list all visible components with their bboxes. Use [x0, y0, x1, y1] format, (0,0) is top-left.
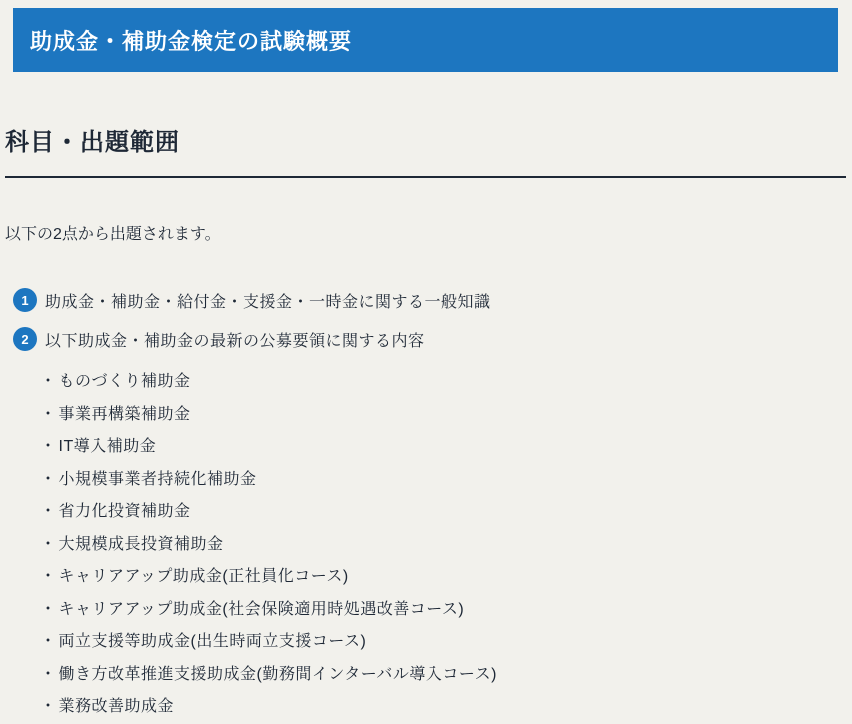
bullet-item: [40, 659, 852, 692]
numbered-item-text: 以下助成金・補助金の最新の公募要領に関する内容: [45, 332, 425, 350]
bullet-marker: ・: [40, 665, 57, 683]
bullet-item: [40, 594, 852, 627]
intro-text: 以下の2点から出題されます。: [5, 226, 221, 243]
numbered-item: [13, 288, 852, 312]
bullet-item-text: キャリアアップ助成金(正社員化コース): [58, 568, 349, 585]
numbered-list: [0, 288, 852, 351]
numbered-item: [13, 327, 852, 351]
bullet-item-text: キャリアアップ助成金(社会保険適用時処遇改善コース): [58, 600, 465, 618]
bullet-item-text: 省力化投資補助金: [58, 503, 191, 520]
section-divider: [5, 176, 846, 178]
bullet-item-text: 両立支援等助成金(出生時両立支援コース): [58, 633, 367, 650]
bullet-item: [40, 691, 852, 724]
page-title: 助成金・補助金検定の試験概要: [30, 28, 353, 54]
bullet-marker: ・: [40, 470, 57, 488]
bullet-marker: ・: [40, 503, 57, 520]
title-bar: [13, 8, 838, 72]
bullet-item-text: 業務改善助成金: [58, 698, 175, 715]
bullet-item: [40, 366, 852, 399]
bullet-marker: ・: [40, 600, 57, 618]
bullet-marker: ・: [40, 438, 57, 455]
bullet-item: [40, 561, 852, 594]
bullet-item: [40, 464, 852, 497]
bullet-item-text: 小規模事業者持続化補助金: [58, 470, 257, 488]
bullet-marker: ・: [40, 405, 57, 423]
bullet-marker: ・: [40, 535, 57, 553]
item-number-badge: 1: [13, 288, 37, 312]
section-heading: 科目・出題範囲: [5, 129, 180, 156]
bullet-item-text: 大規模成長投資補助金: [58, 535, 224, 553]
bullet-item: [40, 626, 852, 659]
bullet-marker: ・: [40, 373, 57, 390]
bullet-item-text: 事業再構築補助金: [58, 405, 191, 423]
bullet-item: [40, 529, 852, 562]
item-number-badge: 2: [13, 327, 37, 351]
bullet-marker: ・: [40, 633, 57, 650]
bullet-list: [0, 366, 852, 724]
bullet-item: [40, 431, 852, 464]
bullet-item-text: IT導入補助金: [58, 438, 157, 455]
bullet-item: [40, 399, 852, 432]
numbered-item-text: 助成金・補助金・給付金・支援金・一時金に関する一般知識: [45, 293, 491, 311]
bullet-marker: ・: [40, 568, 57, 585]
bullet-item-text: 働き方改革推進支援助成金(勤務間インターバル導入コース): [58, 665, 497, 683]
bullet-item: [40, 496, 852, 529]
bullet-marker: ・: [40, 698, 57, 715]
bullet-item-text: ものづくり補助金: [58, 373, 191, 390]
